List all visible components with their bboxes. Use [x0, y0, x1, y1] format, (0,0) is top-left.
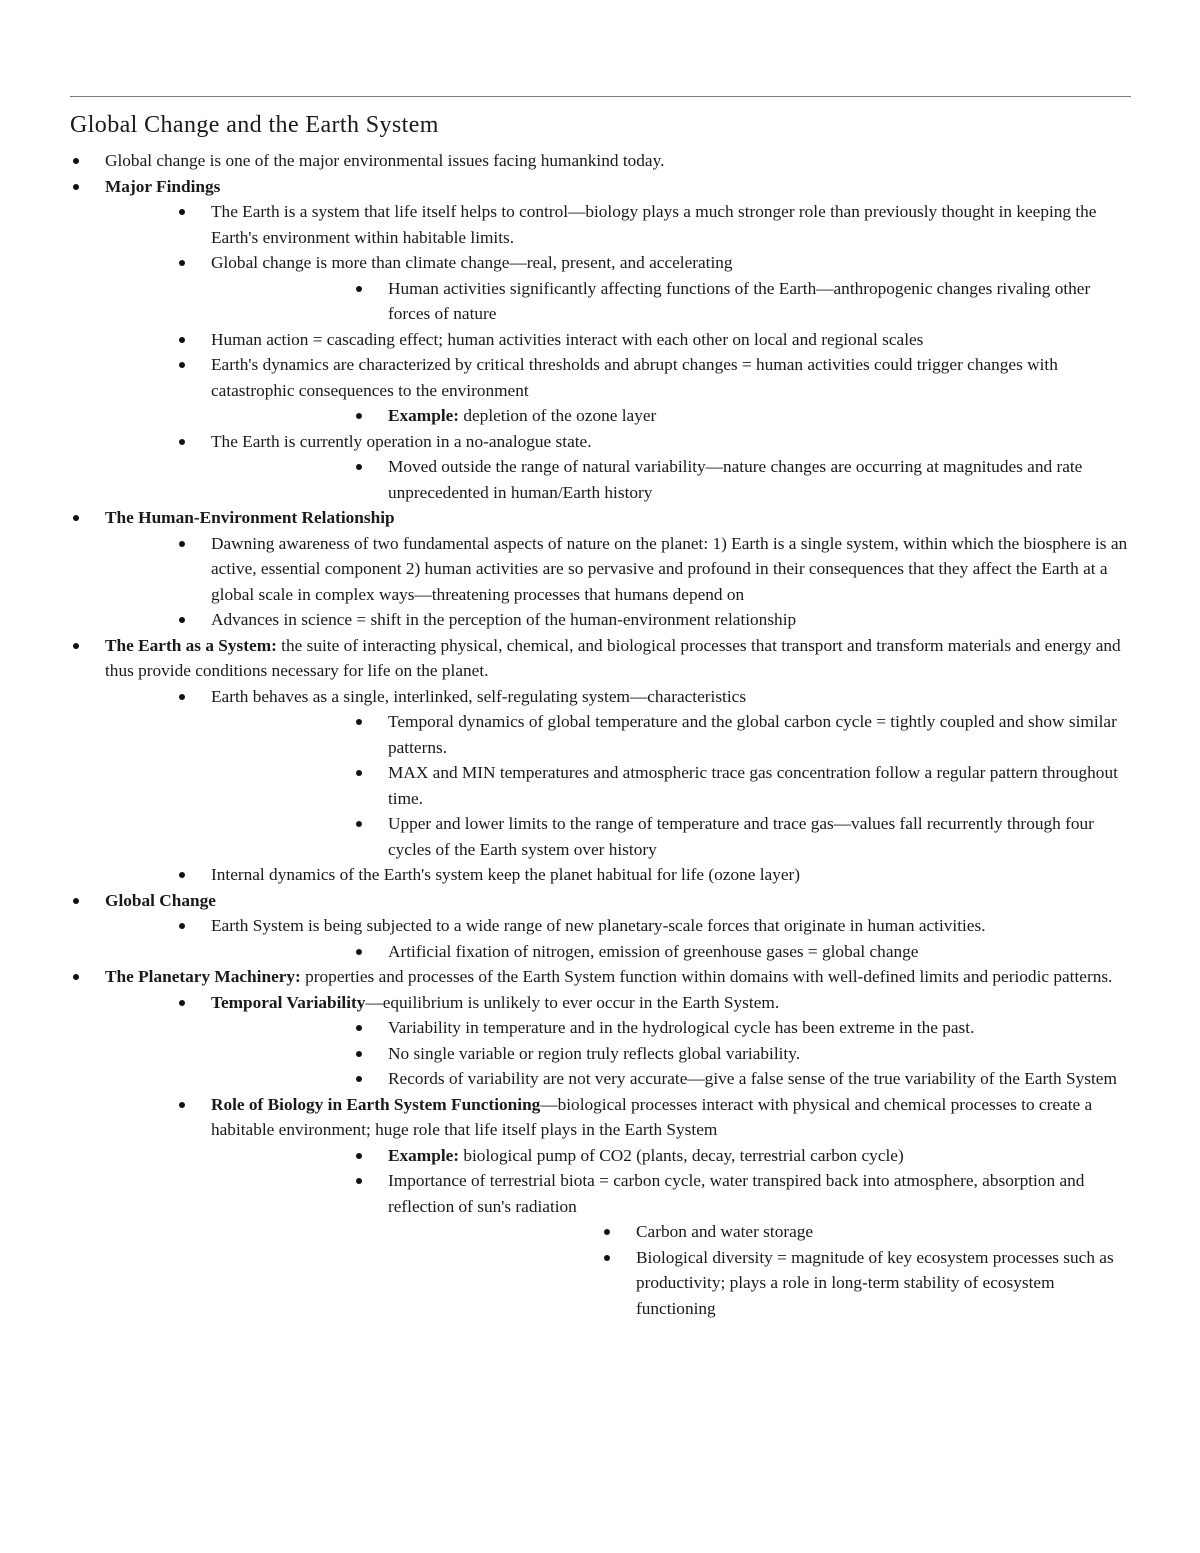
bullet-icon: [179, 362, 185, 368]
item-text: Moved outside the range of natural variability—nature changes are occurring at magnitudes and rate unprecedented in human/Earth history: [388, 457, 1083, 502]
section-heading: The Human-Environment Relationship: [105, 508, 395, 527]
subsection-label: Role of Biology in Earth System Functioning: [211, 1094, 541, 1114]
list-item: [211, 939, 1132, 965]
bullet-icon: [356, 413, 362, 419]
list-item: [105, 199, 1132, 250]
list-item: [211, 454, 1132, 505]
sub-list: [105, 531, 1132, 633]
sub-list: [105, 684, 1132, 888]
bullet-icon: [356, 464, 362, 470]
item-text: —equilibrium is unlikely to ever occur in the Earth System.: [365, 992, 780, 1012]
bullet-icon: [73, 974, 79, 980]
item-text: The Earth is currently operation in a no-analogue state.: [211, 431, 592, 451]
item-text: Carbon and water storage: [636, 1222, 814, 1241]
bullet-icon: [179, 337, 185, 343]
list-item: [105, 862, 1132, 888]
sub-list: [211, 1015, 1132, 1092]
sub-list: [105, 990, 1132, 1322]
item-text: Biological diversity = magnitude of key ecosystem processes such as productivity; plays a role in long-term stability of ecosystem functioning: [636, 1247, 1114, 1318]
item-text: MAX and MIN temperatures and atmospheric trace gas concentration follow a regular pattern throughout time.: [388, 763, 1118, 808]
item-text: —biological processes interact with physical and chemical processes to create a habitable environment; huge role that life itself plays in the Earth System: [211, 1094, 1093, 1139]
bullet-icon: [179, 694, 185, 700]
subsection-label: Temporal Variability: [211, 992, 366, 1012]
section-heading: The Planetary Machinery:: [105, 967, 301, 986]
list-item: [211, 1066, 1132, 1092]
list-item: [211, 1041, 1132, 1067]
bullet-icon: [604, 1255, 610, 1261]
item-text: Earth's dynamics are characterized by critical thresholds and abrupt changes = human activities could trigger changes with catastrophic consequences to the environment: [211, 355, 1058, 400]
bullet-icon: [356, 821, 362, 827]
list-item: [388, 1245, 1132, 1322]
bullet-icon: [179, 923, 185, 929]
list-item: [105, 429, 1132, 506]
list-item: [211, 1015, 1132, 1041]
item-text: Earth System is being subjected to a wide range of new planetary-scale forces that originate in human activities.: [211, 916, 986, 935]
list-item: [70, 633, 1132, 888]
item-text: Records of variability are not very accurate—give a false sense of the true variability of the Earth System: [388, 1069, 1117, 1088]
bullet-icon: [73, 898, 79, 904]
item-text: depletion of the ozone layer: [459, 406, 657, 425]
item-text: properties and processes of the Earth System function within domains with well-defined limits and periodic patterns.: [300, 967, 1113, 986]
bullet-icon: [356, 286, 362, 292]
bullet-icon: [179, 1102, 185, 1108]
list-item: [211, 811, 1132, 862]
item-text: Human action = cascading effect; human activities interact with each other on local and regional scales: [211, 329, 924, 349]
list-item: [105, 250, 1132, 327]
list-item: [105, 607, 1132, 633]
item-text: Global change is one of the major environmental issues facing humankind today.: [105, 151, 665, 170]
sub-list: [105, 913, 1132, 964]
list-item: [211, 403, 1132, 429]
sub-list: [211, 454, 1132, 505]
bullet-icon: [356, 1051, 362, 1057]
list-item: [105, 327, 1132, 353]
list-item: [105, 1092, 1132, 1322]
list-item: [70, 148, 1132, 174]
list-item: [211, 760, 1132, 811]
bullet-icon: [356, 949, 362, 955]
list-item: [105, 684, 1132, 863]
sub-list: [388, 1219, 1132, 1321]
bullet-icon: [179, 209, 185, 215]
list-item: [388, 1219, 1132, 1245]
item-text: Variability in temperature and in the hydrological cycle has been extreme in the past.: [388, 1018, 975, 1037]
bullet-icon: [73, 515, 79, 521]
item-text: Temporal dynamics of global temperature and the global carbon cycle = tightly coupled and show similar patterns.: [388, 712, 1117, 757]
sub-list: [211, 709, 1132, 862]
list-item: [70, 888, 1132, 965]
bullet-icon: [604, 1229, 610, 1235]
list-item: [70, 964, 1132, 1321]
list-item: [211, 1168, 1132, 1321]
bullet-icon: [356, 719, 362, 725]
bullet-icon: [179, 541, 185, 547]
section-heading: The Earth as a System:: [105, 635, 277, 655]
item-text: Human activities significantly affecting functions of the Earth—anthropogenic changes rivaling other forces of nature: [388, 278, 1091, 323]
notes-list: [70, 148, 1132, 1321]
list-item: [70, 174, 1132, 506]
list-item: [105, 531, 1132, 608]
bullet-icon: [73, 184, 79, 190]
section-heading: Major Findings: [105, 176, 221, 196]
item-text: No single variable or region truly reflects global variability.: [388, 1043, 801, 1063]
bullet-icon: [179, 617, 185, 623]
bullet-icon: [179, 1000, 185, 1006]
list-item: [105, 352, 1132, 429]
section-heading: Global Change: [105, 890, 216, 910]
bullet-icon: [179, 260, 185, 266]
item-text: biological pump of CO2 (plants, decay, terrestrial carbon cycle): [459, 1145, 904, 1165]
item-text: Advances in science = shift in the perception of the human-environment relationship: [211, 610, 797, 629]
list-item: [105, 990, 1132, 1092]
example-label: Example:: [388, 1145, 460, 1165]
sub-list: [105, 199, 1132, 505]
bullet-icon: [73, 643, 79, 649]
sub-list: [211, 1143, 1132, 1322]
bullet-icon: [356, 1025, 362, 1031]
list-item: [211, 276, 1132, 327]
item-text: Dawning awareness of two fundamental aspects of nature on the planet: 1) Earth is a single system, within which the biosphere is an active, essential component 2) human activities are so pervasive and profound in their consequences that they affect the Earth at a global scale in complex ways—threatening processes that humans depend on: [211, 533, 1128, 604]
header-rule: [70, 96, 1131, 97]
sub-list: [211, 403, 1132, 429]
document-title: Global Change and the Earth System: [70, 112, 439, 138]
sub-list: [211, 276, 1132, 327]
bullet-icon: [73, 158, 79, 164]
list-item: [105, 913, 1132, 964]
bullet-icon: [179, 872, 185, 878]
item-text: Upper and lower limits to the range of temperature and trace gas—values fall recurrently through four cycles of the Earth system over history: [388, 814, 1094, 859]
bullet-icon: [179, 439, 185, 445]
item-text: Importance of terrestrial biota = carbon cycle, water transpired back into atmosphere, absorption and reflection of sun's radiation: [388, 1171, 1085, 1216]
bullet-icon: [356, 1076, 362, 1082]
item-text: The Earth is a system that life itself helps to control—biology plays a much stronger role than previously thought in keeping the Earth's environment within habitable limits.: [211, 202, 1097, 247]
bullet-icon: [356, 770, 362, 776]
bullet-icon: [356, 1153, 362, 1159]
list-item: [211, 1143, 1132, 1169]
example-label: Example:: [388, 406, 460, 425]
list-item: [70, 505, 1132, 633]
item-text: the suite of interacting physical, chemical, and biological processes that transport and transform materials and energy and thus provide conditions necessary for life on the planet.: [105, 635, 1121, 680]
sub-list: [211, 939, 1132, 965]
bullet-icon: [356, 1178, 362, 1184]
item-text: Artificial fixation of nitrogen, emission of greenhouse gases = global change: [388, 941, 919, 961]
item-text: Internal dynamics of the Earth's system keep the planet habitual for life (ozone layer): [211, 865, 801, 884]
list-item: [211, 709, 1132, 760]
item-text: Earth behaves as a single, interlinked, self-regulating system—characteristics: [211, 686, 747, 706]
item-text: Global change is more than climate change—real, present, and accelerating: [211, 253, 733, 272]
